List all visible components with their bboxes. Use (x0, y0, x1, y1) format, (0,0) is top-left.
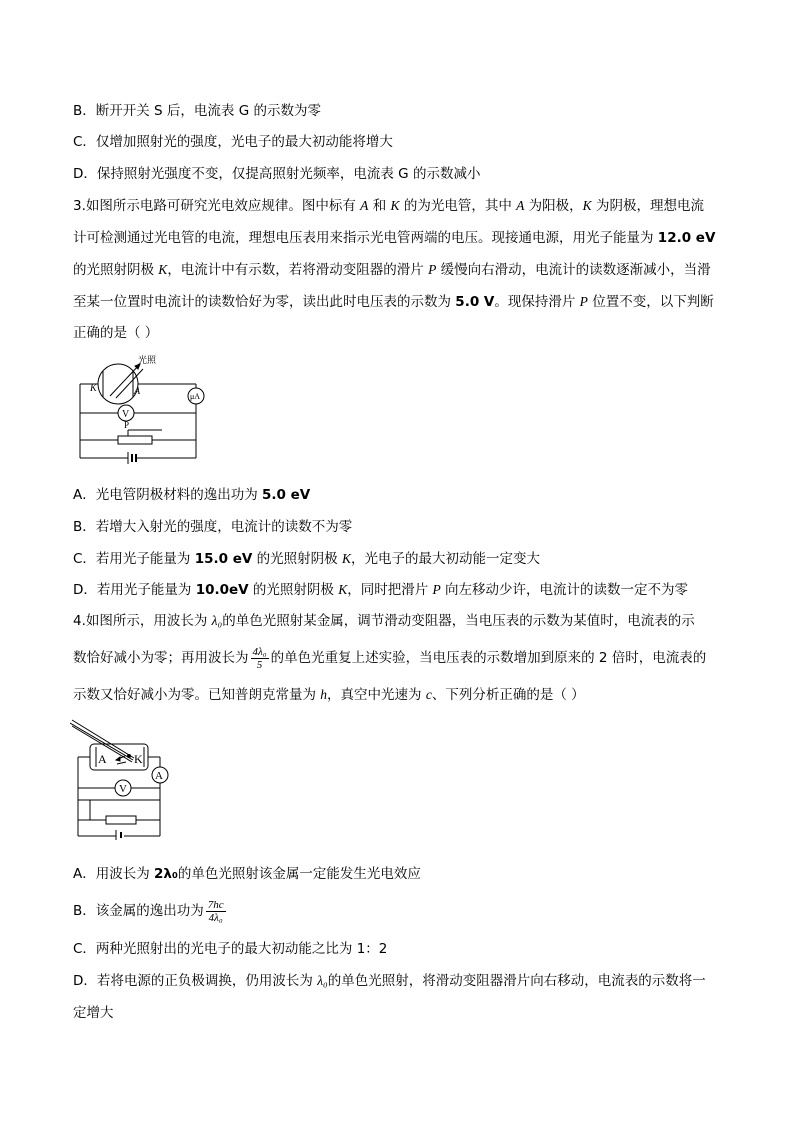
voltmeter-label: V (122, 409, 130, 420)
q3-option-d: D．若用光子能量为 10.0eV 的光照射阴极 K，同时把滑片 P 向左移动少许，电流计的读数一定不为零 (73, 582, 689, 598)
q2-option-d: D．保持照射光强度不变，仅提高照射光频率，电流表 G 的示数减小 (73, 166, 481, 182)
q3-stem-line-3: 的光照射阴极 K，电流计中有示数，若将滑动变阻器的滑片 P 缓慢向右滑动，电流计的读数逐渐减小，当滑 (73, 262, 711, 278)
q4-stem-line-2: 数恰好减小为零；再用波长为 $\frac{\text{4λ₀}}{5}$ 的单色光重复上述实验，当电压表的示数增加到原来的 2 倍时，电流表的 (73, 645, 707, 671)
q2-option-b: B．断开开关 S 后，电流表 G 的示数为零 (73, 103, 321, 119)
fraction-7hc-over-4lambda0: $\frac{7hc}{\text{4λ₀}}$ (207, 898, 224, 924)
q4-option-b: B．该金属的逸出功为 $\frac{7hc}{\text{4λ₀}}$ (73, 898, 224, 924)
anode-label: A (134, 386, 141, 397)
q3-option-b: B．若增大入射光的强度，电流计的读数不为零 (73, 519, 353, 535)
voltmeter-label: V (119, 783, 127, 795)
battery (128, 452, 136, 464)
slider-label: P (124, 420, 130, 430)
q4-stem-line-1: 4.如图所示，用波长为 λ₀的单色光照射某金属，调节滑动变阻器，当电压表的示数为某值时，电流表的示 (73, 613, 695, 629)
q4-circuit-diagram (70, 716, 182, 840)
q2-option-c: C．仅增加照射光的强度，光电子的最大初动能将增大 (73, 134, 393, 150)
rheostat (118, 436, 152, 444)
fraction-4lambda0-over-5: $\frac{\text{4λ₀}}{5}$ (252, 645, 267, 671)
rheostat (106, 816, 136, 824)
microammeter-label: μA (190, 392, 201, 401)
q4-option-d-continued: 定增大 (73, 1005, 114, 1021)
q4-option-a: A．用波长为 2λ₀的单色光照射该金属一定能发生光电效应 (73, 866, 421, 882)
anode-label: A (98, 752, 107, 766)
q3-stem-line-2: 计可检测通过光电管的电流，理想电压表用来指示光电管两端的电压。现接通电源，用光子能量为 12.0 eV (73, 230, 716, 246)
q4-stem-line-3: 示数又恰好减小为零。已知普朗克常量为 h，真空中光速为 c、下列分析正确的是（ ） (73, 687, 585, 703)
q3-stem-line-4: 至某一位置时电流计的读数恰好为零，读出此时电压表的示数为 5.0 V。现保持滑片 P 位置不变，以下判断 (73, 294, 714, 310)
q4-option-c: C．两种光照射出的光电子的最大初动能之比为 1：2 (73, 941, 388, 957)
phototube (98, 364, 138, 404)
battery (116, 830, 121, 840)
q4-option-d: D．若将电源的正负极调换，仍用波长为 λ₀的单色光照射，将滑动变阻器滑片向右移动，电流表的示数将一 (73, 973, 706, 989)
q3-option-c: C．若用光子能量为 15.0 eV 的光照射阴极 K，光电子的最大初动能一定变大 (73, 551, 540, 567)
light-label: 光照 (138, 355, 157, 365)
cathode-label: K (90, 383, 97, 394)
q3-stem-line-5: 正确的是（ ） (73, 325, 159, 341)
q3-stem-line-1: 3.如图所示电路可研究光电效应规律。图中标有 A 和 K 的为光电管，其中 A 为阳极，K 为阴极，理想电流 (73, 198, 704, 214)
q3-circuit-diagram (70, 350, 220, 468)
ammeter-label: A (155, 770, 163, 782)
q3-option-a: A．光电管阴极材料的逸出功为 5.0 eV (73, 487, 311, 503)
cathode-label: K (134, 752, 143, 766)
